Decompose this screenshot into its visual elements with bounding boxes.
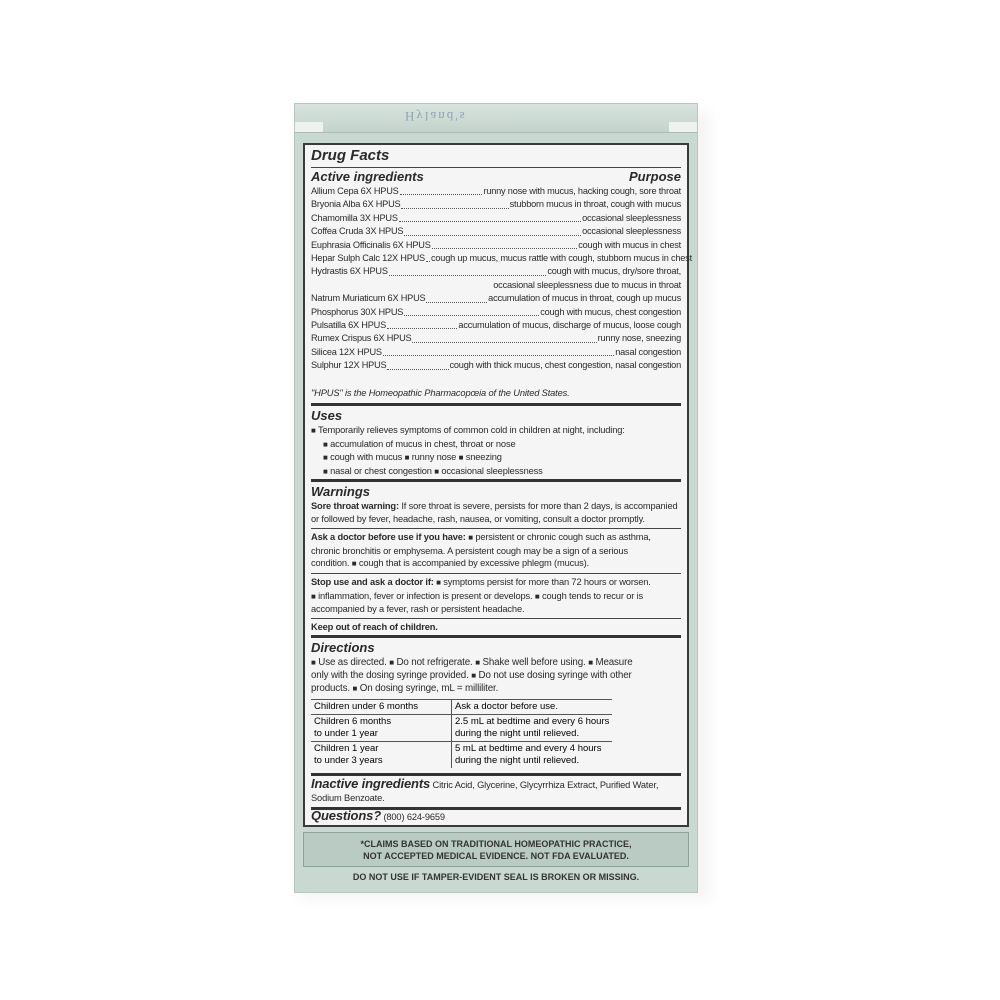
warning-text: inflammation, fever or infection is present or develops. bbox=[315, 590, 533, 601]
dot-leader bbox=[401, 208, 508, 209]
dot-leader bbox=[432, 248, 578, 249]
dot-leader bbox=[400, 194, 483, 195]
questions-phone: (800) 624-9659 bbox=[381, 812, 445, 822]
claims-line: NOT ACCEPTED MEDICAL EVIDENCE. NOT FDA EVALUATED. bbox=[363, 851, 629, 861]
dot-leader bbox=[404, 235, 581, 236]
active-ingredients-header bbox=[311, 169, 681, 184]
uses-line: accumulation of mucus in chest, throat or nose bbox=[330, 438, 516, 449]
direction-text: Do not refrigerate. bbox=[396, 657, 473, 668]
ingredient-name: Sulphur 12X HPUS bbox=[311, 360, 387, 371]
directions-text: ■ Use as directed. ■ Do not refrigerate. ■ Shake well before using. ■ Measure only with the dosing syringe provided. ■ Do not use dosing syringe with other products. ■ On dosing syringe, mL = milliliter. bbox=[311, 657, 633, 694]
divider bbox=[311, 403, 681, 406]
dosage-amount: Ask a doctor before use. bbox=[452, 700, 613, 715]
ingredient-row bbox=[311, 359, 681, 372]
dosage-age: Children under 6 months bbox=[311, 700, 452, 715]
ingredient-row bbox=[311, 279, 681, 292]
dosage-age: Children 6 months to under 1 year bbox=[311, 715, 452, 742]
direction-text: only with the dosing syringe provided. bbox=[311, 670, 469, 681]
claims-line: *CLAIMS BASED ON TRADITIONAL HOMEOPATHIC PRACTICE, bbox=[360, 839, 632, 849]
ingredient-purpose: cough with mucus, dry/sore throat, bbox=[547, 266, 681, 277]
ask-doctor-warning: Ask a doctor before use if you have: ■ persistent or chronic cough such as asthma, chronic bronchitis or emphysema. A persistent cough may be a sign of a serious condition. ■ cough that is accompanied by excessive phlegm (mucus). bbox=[311, 531, 681, 571]
ingredient-purpose: occasional sleeplessness bbox=[582, 212, 681, 223]
ingredient-name: Hydrastis 6X HPUS bbox=[311, 266, 388, 277]
ingredient-row bbox=[311, 292, 681, 305]
dot-leader bbox=[399, 221, 581, 222]
flap-tab-left bbox=[295, 122, 323, 132]
ingredient-purpose: cough with thick mucus, chest congestion, nasal congestion bbox=[449, 360, 681, 371]
ingredient-row bbox=[311, 332, 681, 345]
ingredient-purpose: nasal congestion bbox=[615, 346, 681, 357]
ask-doctor-label: Ask a doctor before use if you have: bbox=[311, 532, 466, 542]
ingredient-name: Rumex Crispus 6X HPUS bbox=[311, 333, 412, 344]
ingredient-row bbox=[311, 306, 681, 319]
ingredients-list bbox=[311, 185, 692, 373]
ingredient-name: Chamomilla 3X HPUS bbox=[311, 212, 398, 223]
ingredient-purpose: cough up mucus, mucus rattle with cough, stubborn mucus in chest bbox=[431, 253, 692, 264]
ingredient-row bbox=[311, 198, 681, 211]
direction-text: Use as directed. bbox=[318, 657, 387, 668]
divider bbox=[311, 167, 681, 168]
direction-text: Do not use dosing syringe with other bbox=[478, 670, 632, 681]
directions-title: Directions bbox=[311, 640, 375, 655]
dot-leader bbox=[426, 302, 487, 303]
dosage-row bbox=[311, 700, 612, 715]
ingredient-row bbox=[311, 346, 681, 359]
dot-leader bbox=[412, 342, 596, 343]
warning-text: accompanied by a fever, rash or persistent headache. bbox=[311, 604, 525, 614]
inactive-ingredients-text: Citric Acid, Glycerine, Glycyrrhiza Extract, Purified Water, bbox=[430, 780, 659, 790]
uses-line: cough with mucus bbox=[330, 452, 403, 462]
ingredient-name: Bryonia Alba 6X HPUS bbox=[311, 199, 401, 210]
ingredient-name: Allium Cepa 6X HPUS bbox=[311, 186, 399, 196]
warning-text: symptoms persist for more than 72 hours or worsen. bbox=[440, 577, 651, 587]
ingredient-row bbox=[311, 252, 692, 265]
questions-title: Questions? bbox=[311, 808, 382, 823]
ingredient-purpose: occasional sleeplessness bbox=[582, 226, 681, 237]
ingredient-purpose: accumulation of mucus in throat, cough up mucus bbox=[488, 293, 681, 304]
warning-text: cough tends to recur or is bbox=[539, 590, 644, 601]
warning-text: condition. bbox=[311, 558, 350, 568]
keep-out-of-reach: Keep out of reach of children. bbox=[311, 622, 438, 632]
direction-text: Measure bbox=[595, 657, 633, 668]
warning-text: chronic bronchitis or emphysema. A persistent cough may be a sign of a serious bbox=[311, 545, 628, 556]
dosage-row bbox=[311, 742, 612, 769]
flap-tab-right bbox=[669, 122, 697, 132]
inactive-ingredients bbox=[311, 778, 681, 804]
ingredient-purpose: cough with mucus, chest congestion bbox=[540, 306, 681, 317]
dot-leader bbox=[426, 261, 430, 262]
ingredient-row bbox=[311, 212, 681, 225]
dosage-table bbox=[311, 699, 612, 768]
ingredient-row bbox=[311, 265, 681, 278]
ingredient-purpose: runny nose with mucus, hacking cough, sore throat bbox=[483, 186, 681, 196]
inactive-ingredients-text: Sodium Benzoate. bbox=[311, 792, 385, 803]
warning-text: cough that is accompanied by excessive phlegm (mucus). bbox=[356, 558, 589, 568]
divider bbox=[311, 573, 681, 574]
drug-facts-title: Drug Facts bbox=[311, 147, 390, 164]
stop-use-warning: Stop use and ask a doctor if: ■ symptoms persist for more than 72 hours or worsen. ■ inflammation, fever or infection is present or develops. ■ cough tends to recur or is accompanied by a fever, rash or persistent headache. bbox=[311, 576, 681, 616]
warning-text: or followed by fever, headache, rash, nausea, or vomiting, consult a doctor promptly. bbox=[311, 513, 645, 524]
hpus-note: "HPUS" is the Homeopathic Pharmacopœia of the United States. bbox=[311, 388, 570, 398]
ingredient-name: Pulsatilla 6X HPUS bbox=[311, 320, 387, 331]
ingredient-row bbox=[311, 185, 681, 198]
uses-line: Temporarily relieves symptoms of common cold in children at night, including: bbox=[317, 425, 625, 435]
active-ingredients-label: Active ingredients bbox=[311, 169, 424, 184]
claims-disclaimer bbox=[303, 832, 689, 867]
warning-text: If sore throat is severe, persists for more than 2 days, is accompanied bbox=[398, 501, 678, 511]
uses-line: runny nose bbox=[411, 452, 457, 462]
dosage-amount: 2.5 mL at bedtime and every 6 hours during the night until relieved. bbox=[452, 715, 613, 742]
ingredient-name: Coffea Cruda 3X HPUS bbox=[311, 226, 404, 237]
uses-line: occasional sleeplessness bbox=[441, 465, 543, 476]
dot-leader bbox=[383, 355, 614, 356]
dot-leader bbox=[389, 275, 547, 276]
ingredient-purpose: occasional sleeplessness due to mucus in throat bbox=[493, 279, 681, 290]
ingredient-row bbox=[311, 319, 681, 332]
divider bbox=[311, 479, 681, 482]
ingredient-name: Hepar Sulph Calc 12X HPUS bbox=[311, 253, 425, 264]
warning-text: persistent or chronic cough such as asthma, bbox=[472, 532, 651, 542]
ingredient-name: Natrum Muriaticum 6X HPUS bbox=[311, 293, 426, 304]
ingredient-name: Silicea 12X HPUS bbox=[311, 346, 382, 357]
divider bbox=[311, 618, 681, 619]
sore-throat-warning bbox=[311, 500, 681, 525]
inactive-ingredients-title: Inactive ingredients bbox=[311, 776, 431, 791]
dosage-row bbox=[311, 715, 612, 742]
dosage-amount: 5 mL at bedtime and every 4 hours during the night until relieved. bbox=[452, 742, 613, 769]
dot-leader bbox=[404, 315, 539, 316]
divider bbox=[311, 635, 681, 638]
ingredient-purpose: stubborn mucus in throat, cough with mucus bbox=[509, 199, 681, 210]
direction-text: products. bbox=[311, 683, 350, 694]
divider bbox=[311, 528, 681, 529]
dosage-age: Children 1 year to under 3 years bbox=[311, 742, 452, 769]
mirrored-brand-text: Hyland's bbox=[405, 109, 467, 124]
uses-line: sneezing bbox=[465, 452, 502, 462]
ingredient-name: Phosphorus 30X HPUS bbox=[311, 306, 404, 317]
box-top-flap bbox=[295, 104, 697, 133]
uses-title: Uses bbox=[311, 408, 343, 423]
ingredient-row bbox=[311, 239, 681, 252]
ingredient-name: Euphrasia Officinalis 6X HPUS bbox=[311, 239, 431, 250]
drug-facts-panel bbox=[303, 143, 692, 827]
warnings-title: Warnings bbox=[311, 484, 370, 499]
sore-throat-label: Sore throat warning: bbox=[311, 501, 399, 511]
ingredient-row bbox=[311, 225, 681, 238]
ingredient-purpose: accumulation of mucus, discharge of mucus, loose cough bbox=[458, 320, 681, 331]
ingredient-purpose: cough with mucus in chest bbox=[578, 239, 681, 250]
direction-text: On dosing syringe, mL = milliliter. bbox=[359, 683, 499, 694]
stop-use-label: Stop use and ask a doctor if: bbox=[311, 577, 434, 587]
direction-text: Shake well before using. bbox=[482, 657, 586, 668]
purpose-label: Purpose bbox=[628, 169, 681, 184]
ingredient-purpose: runny nose, sneezing bbox=[597, 333, 681, 344]
uses-line: nasal or chest congestion bbox=[330, 465, 432, 476]
questions bbox=[311, 810, 681, 824]
tamper-warning: DO NOT USE IF TAMPER-EVIDENT SEAL IS BROKEN OR MISSING. bbox=[352, 872, 640, 882]
uses-text: ■ Temporarily relieves symptoms of common cold in children at night, including: ■ accumulation of mucus in chest, throat or nose ■ cough with mucus ■ runny nose ■ sneezing ■ nasal or chest congestion ■ occasional sleeplessness bbox=[311, 425, 625, 476]
dot-leader bbox=[387, 369, 448, 370]
dot-leader bbox=[387, 328, 457, 329]
